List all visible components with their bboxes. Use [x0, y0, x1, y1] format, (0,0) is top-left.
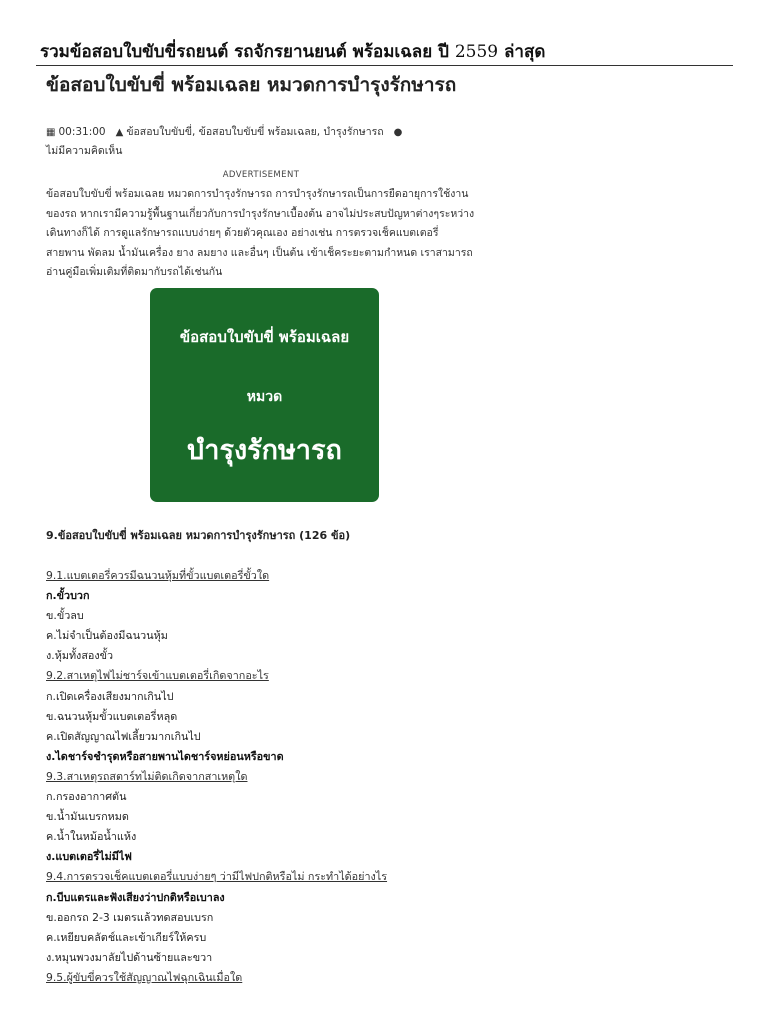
header-title-tail: ล่าสุด — [504, 42, 546, 62]
choice: ก.เปิดเครื่องเสียงมากเกินไป — [46, 689, 174, 703]
choice-answer: ง.แบตเตอรี่ไม่มีไฟ — [46, 850, 132, 864]
choice: ง.หมุนพวงมาลัยไปด้านซ้ายและขวา — [46, 950, 213, 964]
question[interactable]: 9.2.สาเหตุไฟไม่ชาร์จเข้าแบตเตอรี่เกิดจากอะไร — [46, 669, 269, 683]
header-divider — [36, 65, 733, 66]
choice: ง.หุ้มทั้งสองขั้ว — [46, 649, 114, 663]
post-meta — [46, 123, 476, 161]
header-title-thai: รวมข้อสอบใบขับขี่รถยนต์ รถจักรยานยนต์ พร้อมเฉลย ปี — [40, 42, 449, 62]
question[interactable]: 9.1.แบตเตอรี่ควรมีฉนวนหุ้มที่ขั้วแบตเตอรี่ขั้วใด — [46, 569, 270, 582]
question[interactable]: 9.4.การตรวจเช็คแบตเตอรี่แบบง่ายๆ ว่ามีไฟปกติหรือไม่ กระทำได้อย่างไร — [46, 870, 388, 884]
choice: ข.ขั้วลบ — [46, 609, 84, 623]
question[interactable]: 9.3.สาเหตุรถสตาร์ทไม่ติดเกิดจากสาเหตุใด — [46, 769, 248, 783]
choice: ข.ฉนวนหุ้มขั้วแบตเตอรี่หลุด — [46, 709, 178, 723]
banner-line-1: ข้อสอบใบขับขี่ พร้อมเฉลย — [179, 328, 350, 346]
banner-line-2: หมวด — [246, 389, 283, 405]
choice: ข.ออกรถ 2-3 เมตรแล้วทดสอบเบรก — [46, 910, 214, 924]
choice-answer: ง.ไดชาร์จชำรุดหรือสายพานไดชาร์จหย่อนหรือขาด — [46, 749, 284, 763]
intro-paragraph: ข้อสอบใบขับขี่ พร้อมเฉลย หมวดการบำรุงรักษารถ การบำรุงรักษารถเป็นการยืดอายุการใช้งานของรถ หากเรามีความรู้พื้นฐานเกี่ยวกับการบำรุงรักษาเบื้องต้น อาจไม่ประสบปัญหาต่างๆระหว่างเดินทางก็ได้ การดูแลรักษารถแบบง่ายๆ ด้วยตัวคุณเอง อย่างเช่น การตรวจเช็คแบตเตอรี่ สายพาน พัดลม น้ำมันเครื่อง ยาง ลมยาง และอื่นๆ เป็นต้น เข้าเช็คระยะตามกำหนด เราสามารถอ่านคู่มือเพิ่มเติมที่ติดมากับรถได้เช่นกัน — [46, 188, 475, 279]
choice-answer: ก.ขั้วบวก — [46, 589, 90, 603]
calendar-icon: ▦ — [46, 127, 56, 138]
document-header-title — [40, 38, 730, 65]
post-title[interactable]: ข้อสอบใบขับขี่ พร้อมเฉลย หมวดการบำรุงรักษารถ — [46, 74, 457, 96]
category-banner-image — [150, 288, 379, 502]
choice: ค.น้ำในหม้อน้ำแห้ง — [46, 830, 137, 844]
choice-answer: ก.บีบแตรและฟังเสียงว่าปกติหรือเบาลง — [46, 890, 225, 904]
choice: ค.ไม่จำเป็นต้องมีฉนวนหุ้ม — [46, 629, 168, 643]
question[interactable]: 9.5.ผู้ขับขี่ควรใช้สัญญาณไฟฉุกเฉินเมื่อใด — [46, 970, 243, 984]
advertisement-label: ADVERTISEMENT — [222, 170, 300, 180]
choice: ค.เหยียบคลัตช์และเข้าเกียร์ให้ครบ — [46, 930, 207, 944]
post-comments[interactable]: ไม่มีความคิดเห็น — [46, 145, 123, 157]
section-title: 9.ข้อสอบใบขับขี่ พร้อมเฉลย หมวดการบำรุงรักษารถ (126 ข้อ) — [46, 529, 351, 542]
choice: ค.เปิดสัญญาณไฟเลี้ยวมากเกินไป — [46, 729, 201, 743]
comments-icon: ● — [393, 127, 403, 138]
post-time: 00:31:00 — [58, 126, 106, 138]
banner-line-3: บำรุงรักษารถ — [187, 435, 342, 466]
question-list — [46, 566, 476, 988]
header-title-year: 2559 — [454, 42, 499, 62]
choice: ข.น้ำมันเบรกหมด — [46, 810, 129, 824]
folder-icon: ▲ — [115, 127, 124, 138]
post-categories[interactable]: ข้อสอบใบขับขี่, ข้อสอบใบขับขี่ พร้อมเฉลย, บำรุงรักษารถ — [126, 126, 384, 138]
choice: ก.กรองอากาศตัน — [46, 790, 127, 804]
